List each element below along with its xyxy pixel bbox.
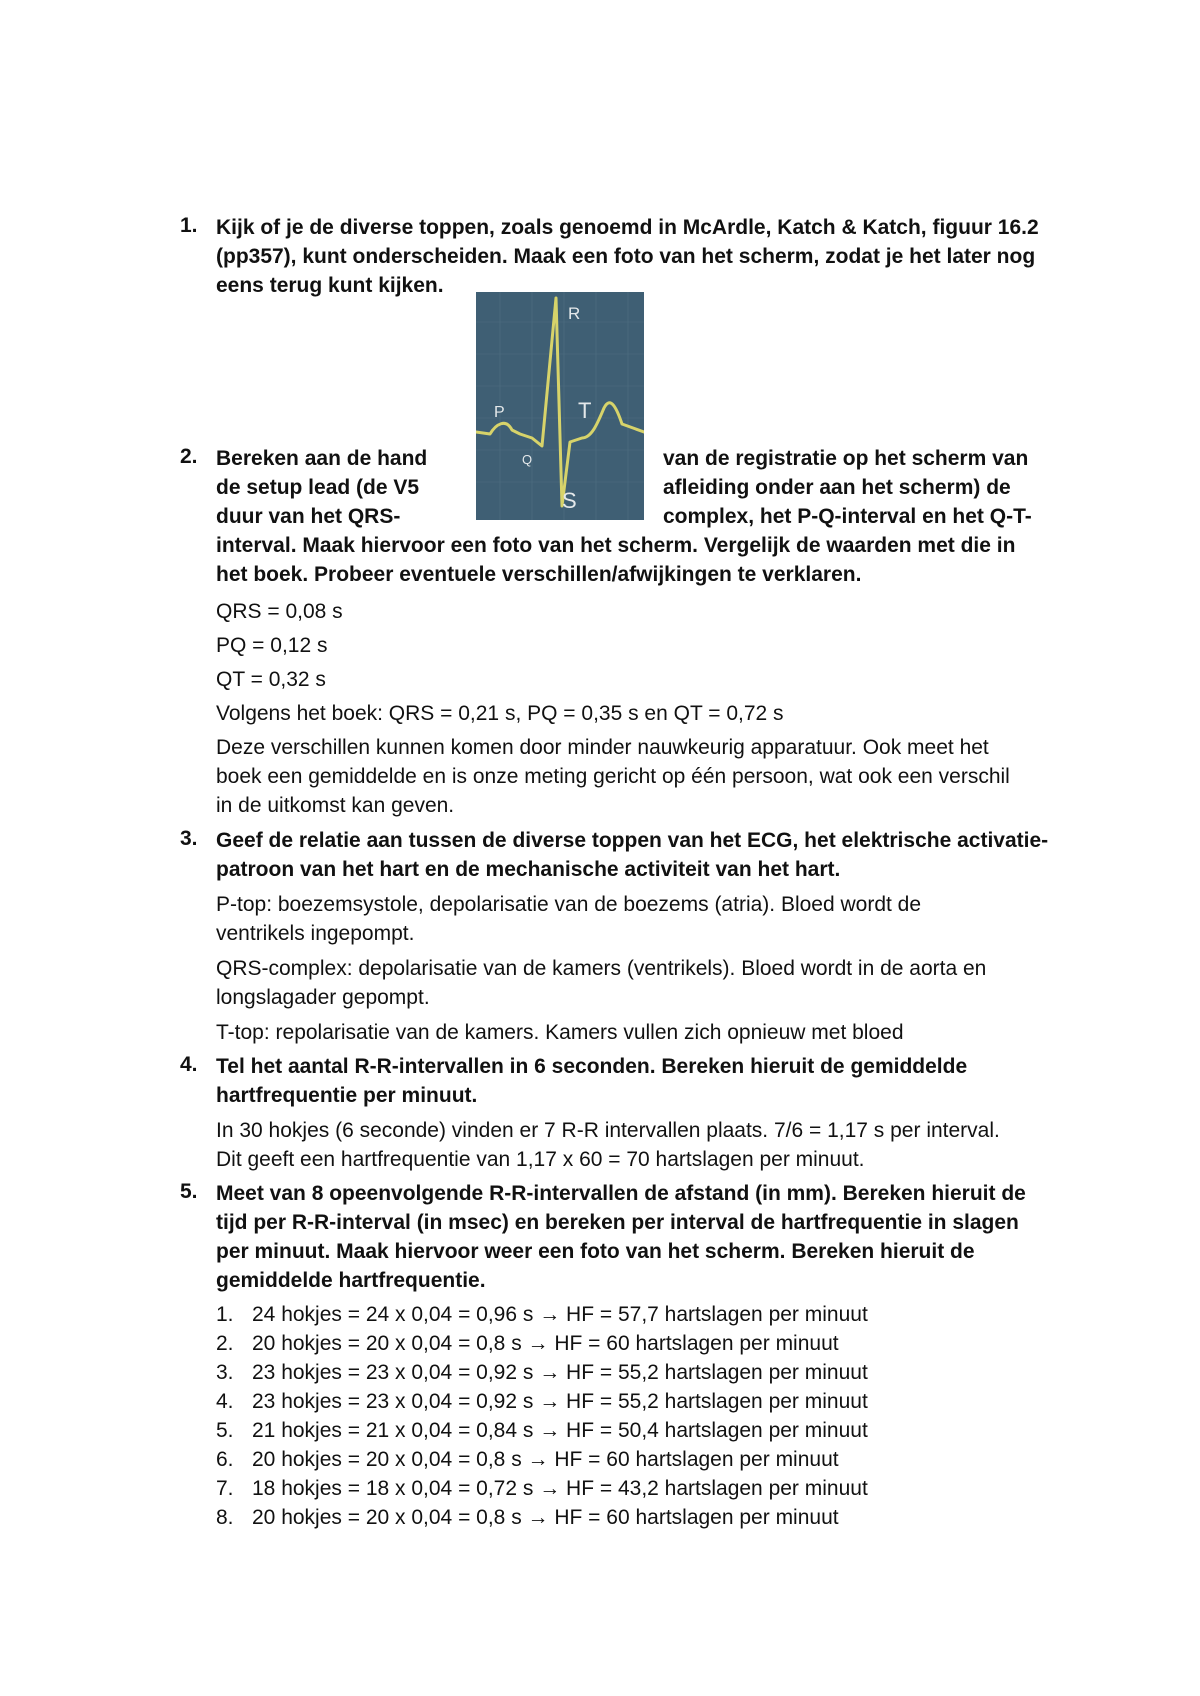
q2-line: complex, het P-Q-interval en het Q-T-: [663, 505, 1032, 528]
q2-line: afleiding onder aan het scherm) de: [663, 476, 1011, 499]
q2-line: duur van het QRS-: [216, 505, 401, 528]
ecg-label-t: T: [578, 398, 592, 423]
q5-text: [216, 1179, 1026, 1295]
q2-text-right: [663, 444, 1032, 531]
q2-answer-qt: QT = 0,32 s: [216, 668, 326, 691]
q3-line: patroon van het hart en de mechanische activiteit van het hart.: [216, 858, 841, 881]
q3-answer-t-top: T-top: repolarisatie van de kamers. Kamers vullen zich opnieuw met bloed: [216, 1021, 904, 1044]
q4-line: hartfrequentie per minuut.: [216, 1084, 478, 1107]
q2-answer-qrs: QRS = 0,08 s: [216, 600, 343, 623]
q2-line: het boek. Probeer eventuele verschillen/afwijkingen te verklaren.: [216, 563, 862, 586]
q2-line: de setup lead (de V5: [216, 476, 420, 499]
q4-answer: [216, 1116, 1000, 1174]
q5-line: tijd per R-R-interval (in msec) en bereken per interval de hartfrequentie in slagen: [216, 1211, 1019, 1234]
ecg-label-p: P: [494, 404, 505, 421]
q4-number: 4.: [180, 1053, 198, 1076]
q2-explanation: [216, 733, 1010, 820]
q1-line: eens terug kunt kijken.: [216, 274, 444, 297]
q5-item-text: 21 hokjes = 21 x 0,04 = 0,84 s → HF = 50,4 hartslagen per minuut: [252, 1419, 868, 1442]
ecg-label-s: S: [562, 488, 577, 513]
ecg-label-q: Q: [522, 452, 533, 467]
q3-line: Geef de relatie aan tussen de diverse toppen van het ECG, het elektrische activatie-: [216, 829, 1049, 852]
q1-text: [216, 213, 1039, 300]
q3-answer-qrs: [216, 954, 986, 1012]
q5-item-number: 6.: [216, 1448, 234, 1471]
q3-answer-line: QRS-complex: depolarisatie van de kamers (ventrikels). Bloed wordt in de aorta en: [216, 957, 987, 980]
q5-item-text: 23 hokjes = 23 x 0,04 = 0,92 s → HF = 55,2 hartslagen per minuut: [252, 1361, 868, 1384]
q5-item-number: 3.: [216, 1361, 234, 1384]
q5-item-number: 1.: [216, 1303, 234, 1326]
q3-text: [216, 826, 1048, 884]
q3-answer-p-top: [216, 890, 921, 948]
q4-line: Tel het aantal R-R-intervallen in 6 seconden. Bereken hieruit de gemiddelde: [216, 1055, 968, 1078]
q1-line: (pp357), kunt onderscheiden. Maak een foto van het scherm, zodat je het later nog: [216, 245, 1036, 268]
q2-explanation-line: Deze verschillen kunnen komen door minder nauwkeurig apparatuur. Ook meet het: [216, 736, 989, 759]
q2-line: Bereken aan de hand: [216, 447, 428, 470]
q5-item-text: 20 hokjes = 20 x 0,04 = 0,8 s → HF = 60 hartslagen per minuut: [252, 1506, 839, 1529]
q4-answer-line: Dit geeft een hartfrequentie van 1,17 x 60 = 70 hartslagen per minuut.: [216, 1148, 865, 1171]
q1-number: 1.: [180, 214, 198, 237]
q2-number: 2.: [180, 445, 198, 468]
ecg-label-r: R: [568, 304, 581, 323]
q3-answer-line: longslagader gepompt.: [216, 986, 430, 1009]
q5-item-text: 18 hokjes = 18 x 0,04 = 0,72 s → HF = 43,2 hartslagen per minuut: [252, 1477, 868, 1500]
q5-line: Meet van 8 opeenvolgende R-R-intervallen de afstand (in mm). Bereken hieruit de: [216, 1182, 1026, 1205]
q1-line: Kijk of je de diverse toppen, zoals genoemd in McArdle, Katch & Katch, figuur 16.2: [216, 216, 1039, 239]
q5-item-text: 20 hokjes = 20 x 0,04 = 0,8 s → HF = 60 hartslagen per minuut: [252, 1332, 839, 1355]
q5-item-text: 20 hokjes = 20 x 0,04 = 0,8 s → HF = 60 hartslagen per minuut: [252, 1448, 839, 1471]
q2-answer-pq: PQ = 0,12 s: [216, 634, 328, 657]
q2-answer-book: Volgens het boek: QRS = 0,21 s, PQ = 0,35 s en QT = 0,72 s: [216, 702, 784, 725]
q2-text-full: [216, 531, 1015, 589]
q2-explanation-line: boek een gemiddelde en is onze meting gericht op één persoon, wat ook een verschil: [216, 765, 1010, 788]
q5-item-text: 23 hokjes = 23 x 0,04 = 0,92 s → HF = 55,2 hartslagen per minuut: [252, 1390, 868, 1413]
q3-answer-line: P-top: boezemsystole, depolarisatie van de boezems (atria). Bloed wordt de: [216, 893, 922, 916]
q5-item-number: 7.: [216, 1477, 234, 1500]
ecg-trace: [476, 298, 644, 506]
q2-line: van de registratie op het scherm van: [663, 447, 1029, 470]
q5-line: gemiddelde hartfrequentie.: [216, 1269, 486, 1292]
q5-item-text: 24 hokjes = 24 x 0,04 = 0,96 s → HF = 57,7 hartslagen per minuut: [252, 1303, 868, 1326]
q4-text: [216, 1052, 967, 1110]
q3-answer-line: ventrikels ingepompt.: [216, 922, 415, 945]
q5-item-number: 2.: [216, 1332, 234, 1355]
q2-text-left: [216, 444, 427, 531]
q5-item-number: 8.: [216, 1506, 234, 1529]
q5-item-number: 5.: [216, 1419, 234, 1442]
q5-number: 5.: [180, 1180, 198, 1203]
q4-answer-line: In 30 hokjes (6 seconde) vinden er 7 R-R intervallen plaats. 7/6 = 1,17 s per interval.: [216, 1119, 1000, 1142]
q5-line: per minuut. Maak hiervoor weer een foto van het scherm. Bereken hieruit de: [216, 1240, 975, 1263]
ecg-image: [476, 292, 644, 520]
q2-line: interval. Maak hiervoor een foto van het scherm. Vergelijk de waarden met die in: [216, 534, 1016, 557]
q2-explanation-line: in de uitkomst kan geven.: [216, 794, 455, 817]
q5-item-number: 4.: [216, 1390, 234, 1413]
q3-number: 3.: [180, 827, 198, 850]
